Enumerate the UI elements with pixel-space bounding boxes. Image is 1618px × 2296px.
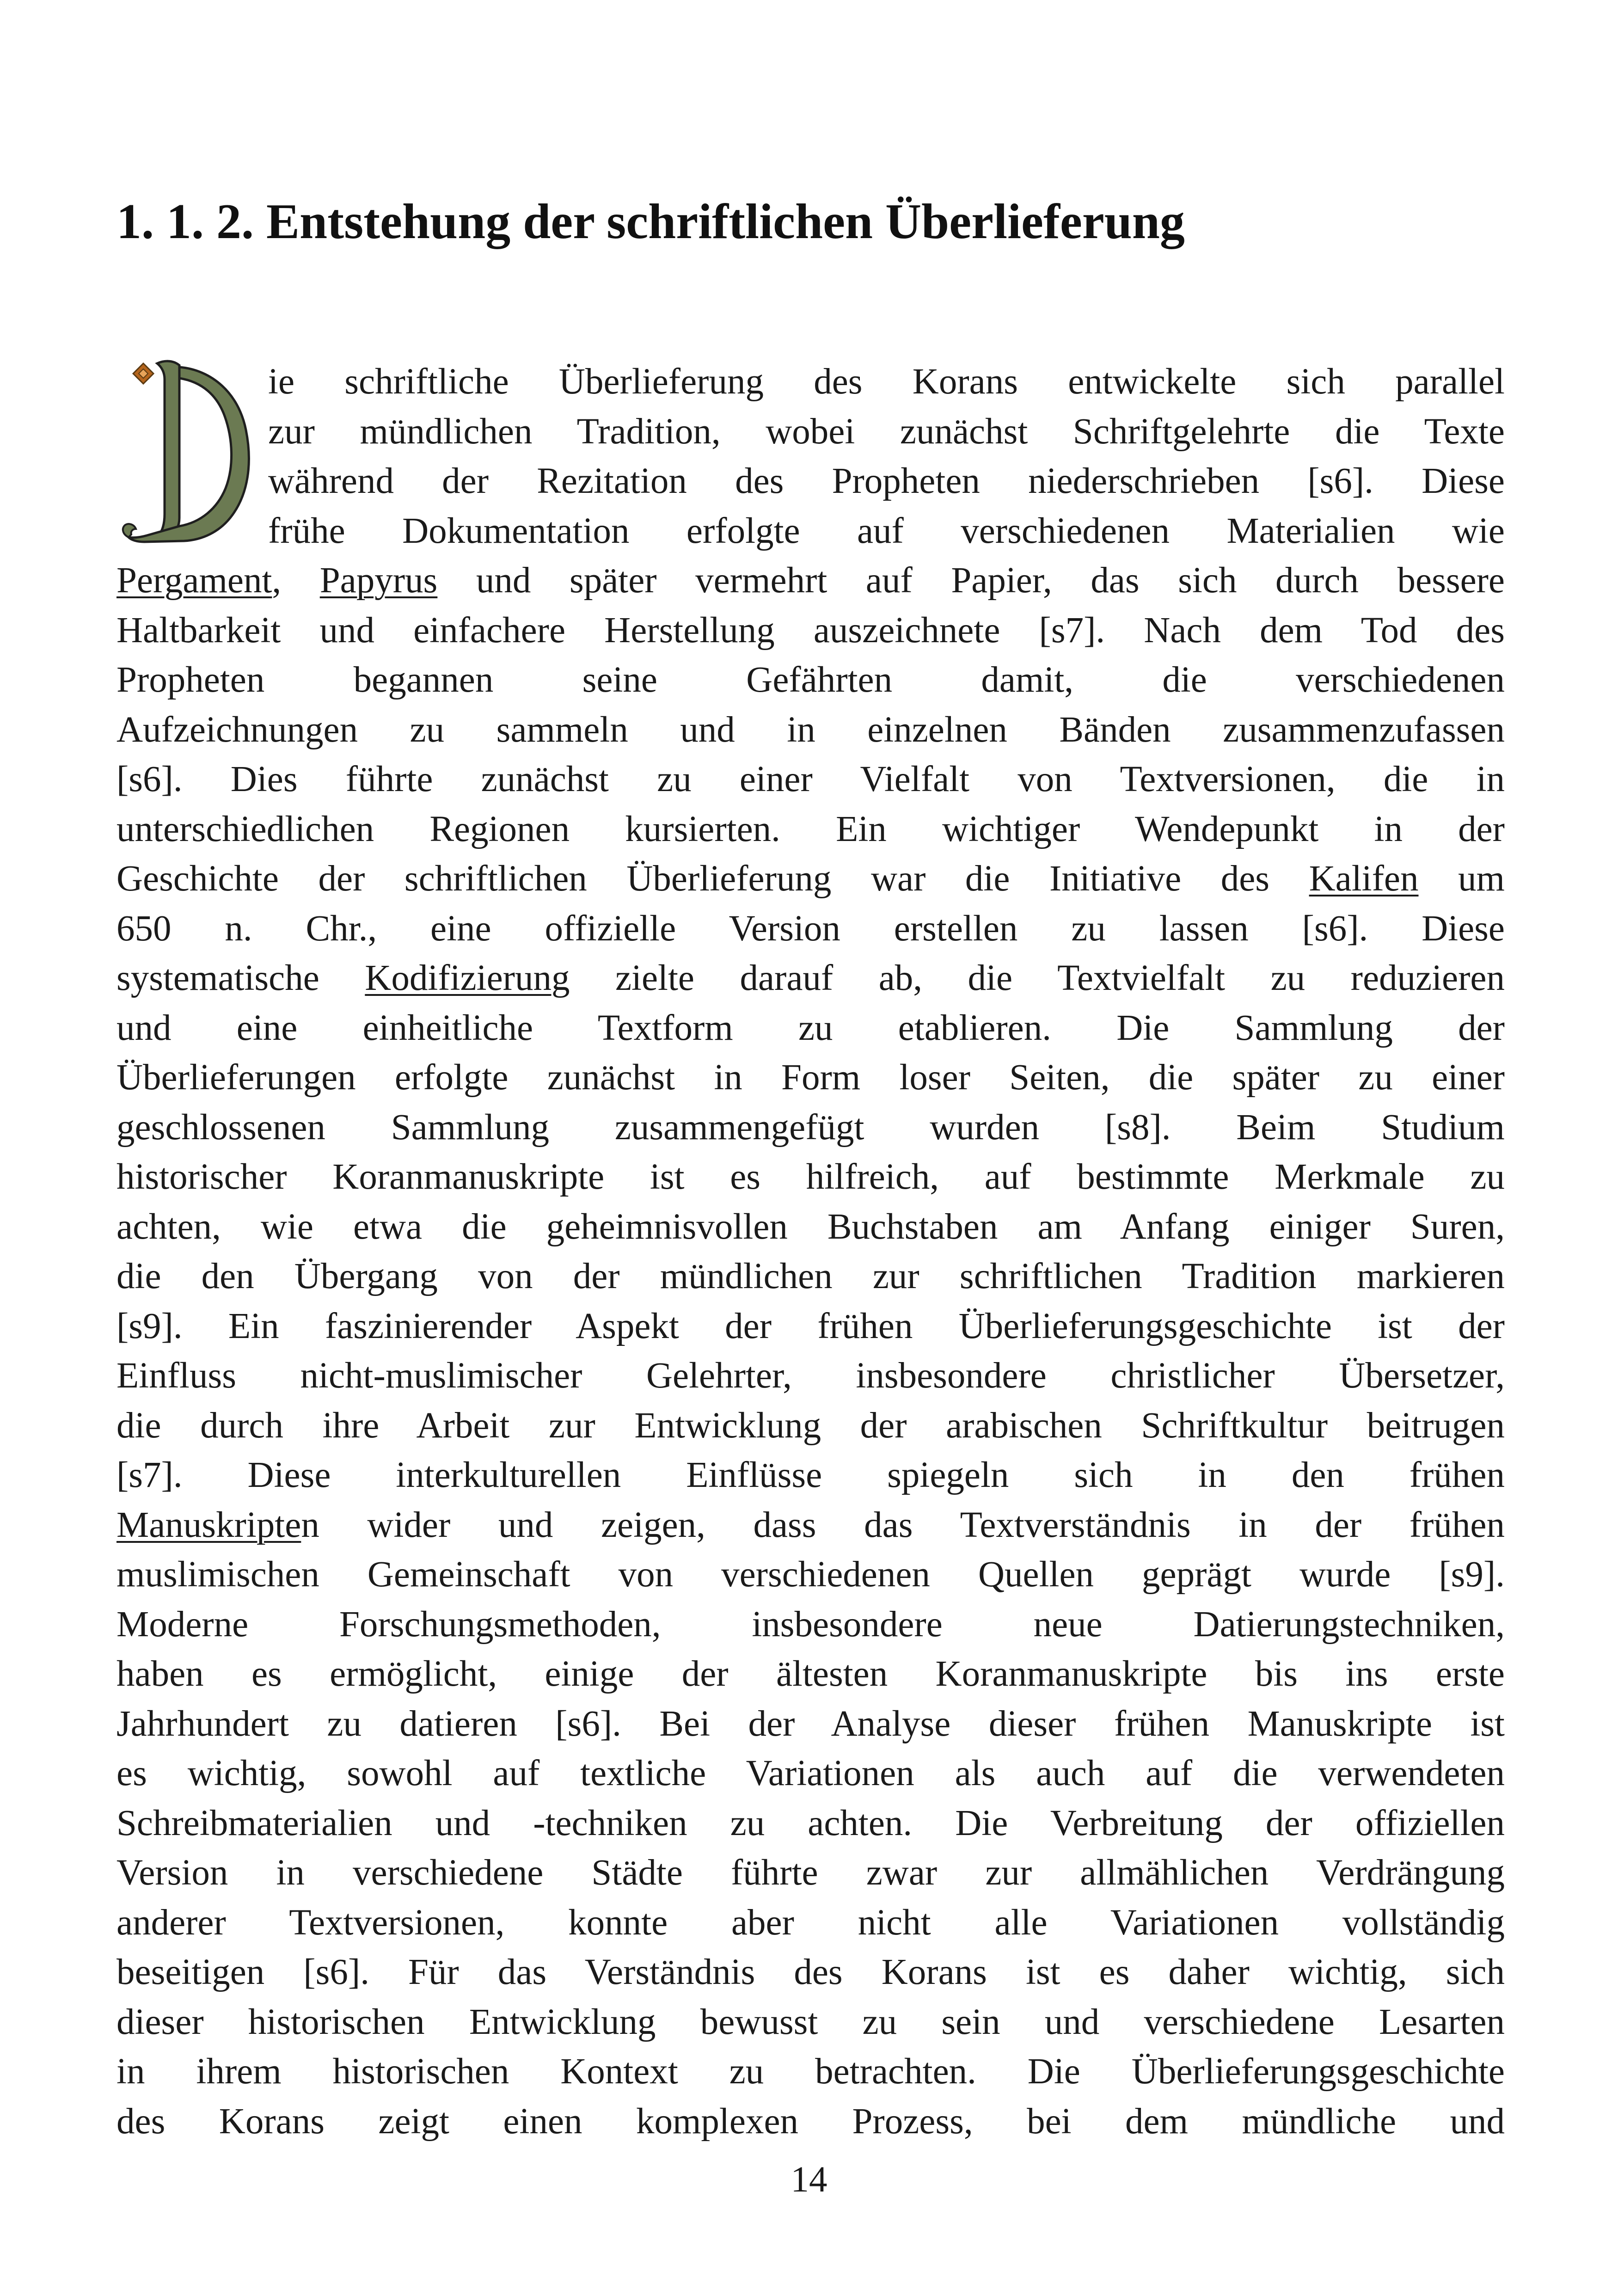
paragraph-line: beseitigen [s6]. Für das Verständnis des Korans ist es daher wichtig, sich — [116, 1952, 1505, 1992]
paragraph-line: und eine einheitliche Textform zu etablieren. Die Sammlung der — [116, 1007, 1505, 1048]
paragraph-line: Haltbarkeit und einfachere Herstellung auszeichnete [s7]. Nach dem Tod des — [116, 610, 1505, 651]
paragraph-line: systematische Kodifizierung zielte darauf ab, die Textvielfalt zu reduzieren — [116, 958, 1505, 998]
paragraph-line: [s7]. Diese interkulturellen Einflüsse spiegeln sich in den frühen — [116, 1455, 1505, 1495]
paragraph-line: Überlieferungen erfolgte zunächst in Form loser Seiten, die später zu einer — [116, 1057, 1505, 1098]
paragraph-line: Schreibmaterialien und -techniken zu achten. Die Verbreitung der offiziellen — [116, 1803, 1505, 1843]
paragraph-line: Aufzeichnungen zu sammeln und in einzelnen Bänden zusammenzufassen — [116, 709, 1505, 750]
paragraph-line: unterschiedlichen Regionen kursierten. Ein wichtiger Wendepunkt in der — [116, 809, 1505, 849]
paragraph-line: Jahrhundert zu datieren [s6]. Bei der Analyse dieser frühen Manuskripte ist — [116, 1703, 1505, 1744]
paragraph-line: ie schriftliche Überlieferung des Korans entwickelte sich parallel — [268, 362, 1505, 402]
paragraph-line: achten, wie etwa die geheimnisvollen Buchstaben am Anfang einiger Suren, — [116, 1206, 1505, 1247]
paragraph-line: geschlossenen Sammlung zusammengefügt wurden [s8]. Beim Studium — [116, 1107, 1505, 1148]
paragraph-line: haben es ermöglicht, einige der ältesten Koranmanuskripte bis ins erste — [116, 1654, 1505, 1694]
underlined-term-kodifizierung: Kodifizierung — [365, 958, 570, 998]
page-number: 14 — [791, 2160, 827, 2200]
paragraph-line: [s9]. Ein faszinierender Aspekt der frühen Überlieferungsgeschichte ist der — [116, 1306, 1505, 1346]
paragraph-line: während der Rezitation des Propheten niederschrieben [s6]. Diese — [268, 461, 1505, 501]
underlined-term-pergament: Pergament — [116, 560, 272, 601]
paragraph-line: 650 n. Chr., eine offizielle Version erstellen zu lassen [s6]. Diese — [116, 908, 1505, 949]
paragraph-line: Moderne Forschungsmethoden, insbesondere neue Datierungstechniken, — [116, 1604, 1505, 1645]
paragraph-line: anderer Textversionen, konnte aber nicht alle Variationen vollständig — [116, 1902, 1505, 1943]
paragraph-line: Version in verschiedene Städte führte zwar zur allmählichen Verdrängung — [116, 1853, 1505, 1893]
paragraph-line: die durch ihre Arbeit zur Entwicklung der arabischen Schriftkultur beitrugen — [116, 1405, 1505, 1446]
body-paragraph — [116, 357, 1505, 2146]
paragraph-line: Pergament, Papyrus und später vermehrt auf Papier, das sich durch bessere — [116, 560, 1505, 601]
underlined-term-papyrus: Papyrus — [319, 560, 438, 601]
paragraph-line: zur mündlichen Tradition, wobei zunächst Schriftgelehrte die Texte — [268, 411, 1505, 452]
paragraph-line: historischer Koranmanuskripte ist es hilfreich, auf bestimmte Merkmale zu — [116, 1157, 1505, 1197]
paragraph-line: es wichtig, sowohl auf textliche Variationen als auch auf die verwendeten — [116, 1753, 1505, 1793]
paragraph-line: Manuskripten wider und zeigen, dass das Textverständnis in der frühen — [116, 1504, 1505, 1545]
paragraph-line: in ihrem historischen Kontext zu betrachten. Die Überlieferungsgeschichte — [116, 2051, 1505, 2092]
paragraph-line: muslimischen Gemeinschaft von verschiedenen Quellen geprägt wurde [s9]. — [116, 1554, 1505, 1595]
underlined-term-kalifen: Kalifen — [1309, 859, 1419, 899]
paragraph-line: die den Übergang von der mündlichen zur schriftlichen Tradition markieren — [116, 1256, 1505, 1296]
paragraph-line: dieser historischen Entwicklung bewusst zu sein und verschiedene Lesarten — [116, 2001, 1505, 2042]
underlined-term-manuskripte: Manuskripte — [116, 1504, 301, 1545]
paragraph-line: Geschichte der schriftlichen Überlieferung war die Initiative des Kalifen um — [116, 859, 1505, 899]
paragraph-line: des Korans zeigt einen komplexen Prozess, bei dem mündliche und — [116, 2101, 1505, 2142]
paragraph-line: Propheten begannen seine Gefährten damit, die verschiedenen — [116, 660, 1505, 700]
section-heading: 1. 1. 2. Entstehung der schriftlichen Überlieferung — [116, 194, 1185, 249]
paragraph-line: frühe Dokumentation erfolgte auf verschiedenen Materialien wie — [268, 510, 1505, 551]
paragraph-line: [s6]. Dies führte zunächst zu einer Vielfalt von Textversionen, die in — [116, 759, 1505, 799]
paragraph-line: Einfluss nicht-muslimischer Gelehrter, insbesondere christlicher Übersetzer, — [116, 1356, 1505, 1396]
